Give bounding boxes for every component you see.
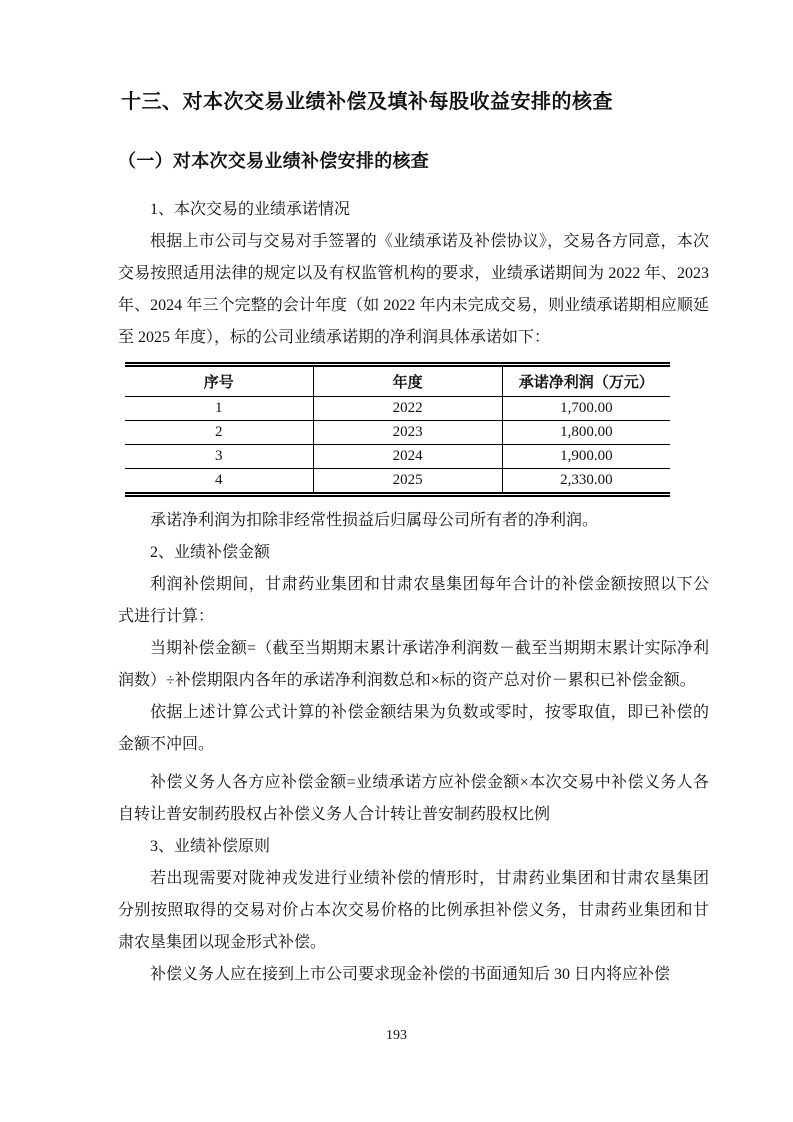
cell-promised-net-profit: 1,900.00: [502, 445, 670, 469]
cell-promised-net-profit: 2,330.00: [502, 469, 670, 495]
cell-index: 3: [125, 445, 313, 469]
cell-promised-net-profit: 1,700.00: [502, 397, 670, 421]
para-compensation-intro: 利润补偿期间，甘肃药业集团和甘肃农垦集团每年合计的补偿金额按照以下公式进行计算：: [118, 576, 709, 625]
para-compensation-formula: 当期补偿金额=（截至当期期末累计承诺净利润数－截至当期期末累计实际净利润数）÷补偿期限内各年的承诺净利润数总和×标的资产总对价－累积已补偿金额。: [118, 640, 709, 689]
cell-index: 4: [215, 472, 223, 488]
para-item-1-title: 1、本次交易的业绩承诺情况: [150, 201, 351, 218]
para-obligor-formula: 补偿义务人各方应补偿金额=业绩承诺方应补偿金额×本次交易中补偿义务人各自转让普安制药股权占补偿义务人合计转让普安制药股权比例: [118, 774, 709, 823]
cell-year: 2025: [313, 469, 502, 495]
table-header-row: [125, 365, 670, 397]
para-item-3-title: 3、业绩补偿原则: [150, 838, 271, 855]
committed-net-profit-table: [125, 362, 670, 497]
cell-index: 2: [125, 421, 313, 445]
table-row: [125, 421, 670, 445]
table-row: [125, 469, 670, 495]
table-row: [125, 445, 670, 469]
table-row: [125, 397, 670, 421]
section-heading: 十三、对本次交易业绩补偿及填补每股收益安排的核查: [121, 91, 613, 113]
cell-year: 2024: [313, 445, 502, 469]
para-zero-value-rule: 依据上述计算公式计算的补偿金额结果为负数或零时，按零取值，即已补偿的金额不冲回。: [118, 704, 709, 753]
col-header-promised-net-profit: 承诺净利润（万元）: [502, 365, 670, 397]
para-compensation-principle: 若出现需要对陇神戎发进行业绩补偿的情形时，甘肃药业集团和甘肃农垦集团分别按照取得的交易对价占本次交易价格的比例承担补偿义务，甘肃药业集团和甘肃农垦集团以现金形式补偿。: [118, 870, 709, 951]
para-net-profit-note: 承诺净利润为扣除非经常性损益后归属母公司所有者的净利润。: [150, 512, 599, 529]
para-item-2-title: 2、业绩补偿金额: [150, 544, 271, 561]
para-cash-notice: 补偿义务人应在接到上市公司要求现金补偿的书面通知后 30 日内将应补偿: [150, 966, 671, 983]
col-header-year: 年度: [313, 365, 502, 397]
cell-index: 1: [125, 397, 313, 421]
cell-year: 2022: [313, 397, 502, 421]
para-commitment-intro: 根据上市公司与交易对手签署的《业绩承诺及补偿协议》，交易各方同意，本次交易按照适用法律的规定以及有权监管机构的要求，业绩承诺期间为 2022 年、2023 年、2024 年三个完整的会计年度（如 2022 年内未完成交易，则业绩承诺期相应顺延至 2025 年度），标的公司业绩承诺期的净利润具体承诺如下：: [118, 233, 709, 346]
cell-promised-net-profit: 1,800.00: [502, 421, 670, 445]
page-number: 193: [386, 1028, 407, 1043]
cell-year: 2023: [313, 421, 502, 445]
col-header-index: 序号: [125, 365, 313, 397]
subsection-heading: （一）对本次交易业绩补偿安排的核查: [118, 151, 430, 171]
